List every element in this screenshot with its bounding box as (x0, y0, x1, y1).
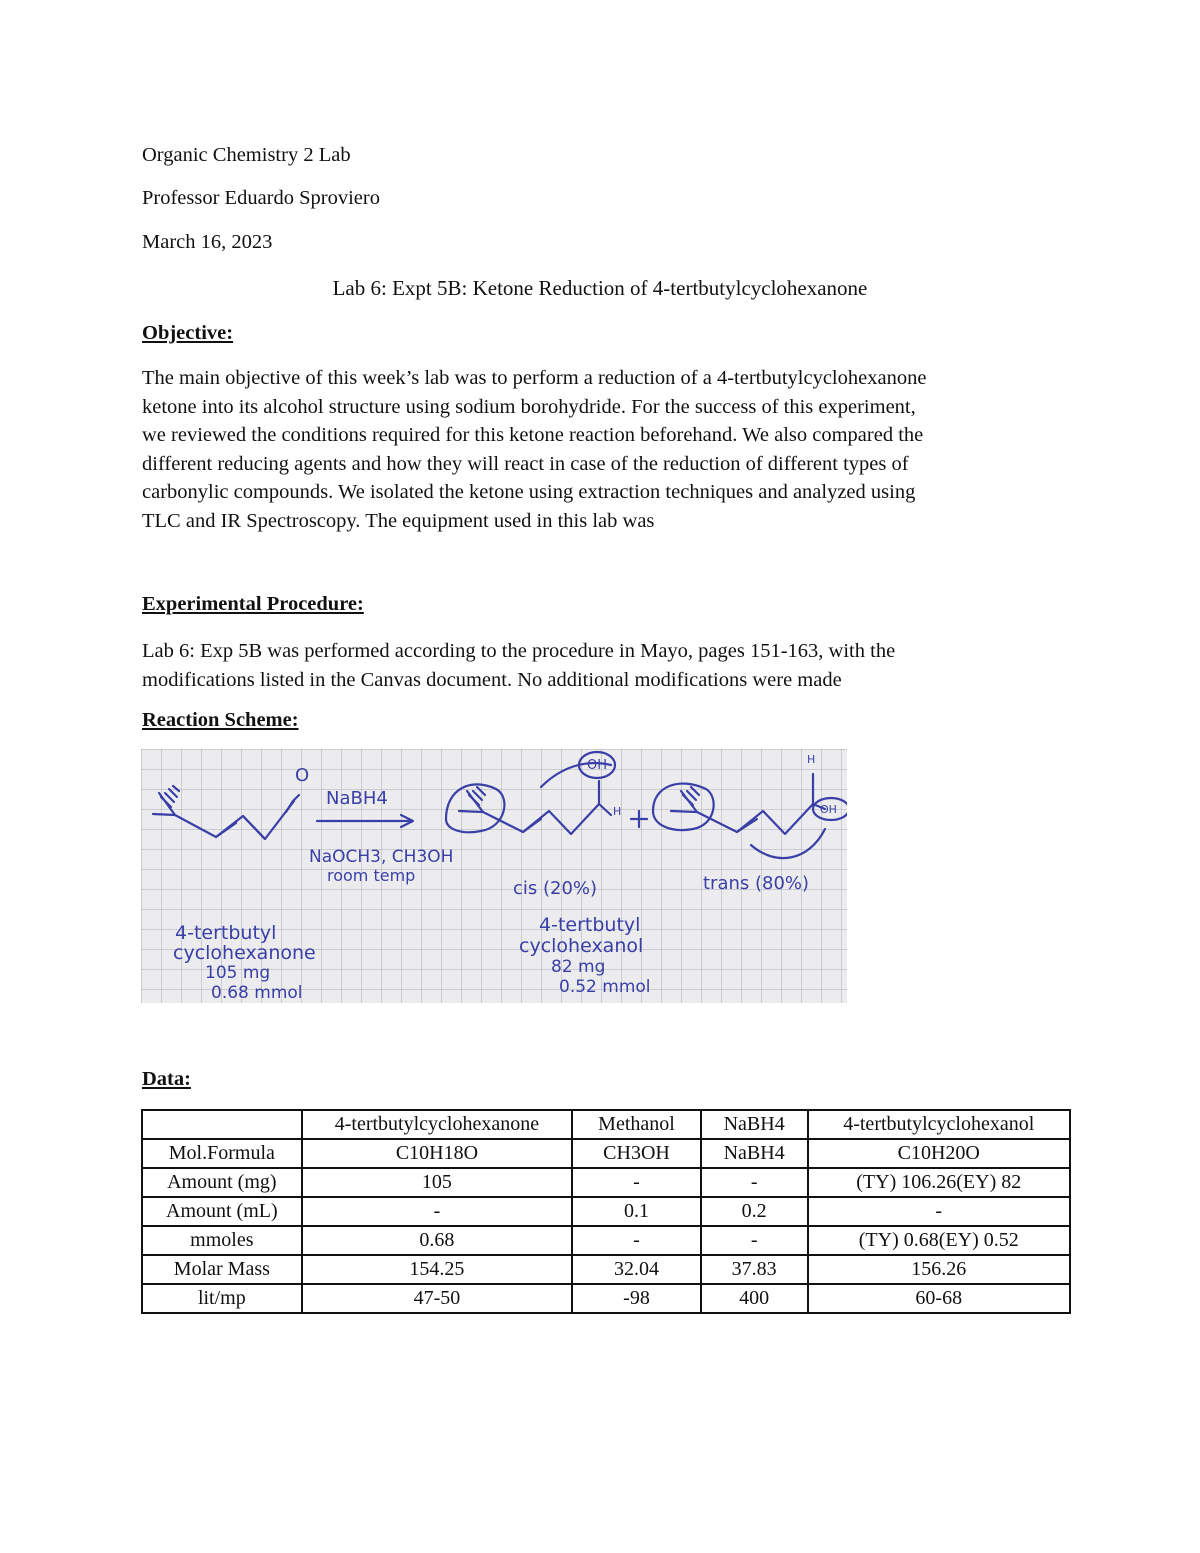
data-table (141, 1109, 1071, 1314)
table-cell: -98 (572, 1284, 701, 1313)
trans-ring-bond (737, 819, 757, 832)
table-cell: - (572, 1226, 701, 1255)
table-cell: CH3OH (572, 1139, 701, 1168)
procedure-heading: Experimental Procedure: (142, 593, 364, 615)
product-name-line1: 4-tertbutyl (539, 914, 641, 936)
procedure-paragraph (142, 637, 1062, 694)
plus-sign (631, 811, 647, 827)
table-row (142, 1284, 1070, 1313)
objective-heading: Objective: (142, 322, 234, 344)
table-cell: 60-68 (808, 1284, 1071, 1313)
trans-interaction-arc (751, 829, 825, 858)
table-header-row (142, 1110, 1070, 1139)
table-cell: - (701, 1168, 808, 1197)
row-label: lit/mp (142, 1284, 302, 1313)
row-label: Amount (mL) (142, 1197, 302, 1226)
table-header-cell (142, 1110, 302, 1139)
report-title: Lab 6: Expt 5B: Ketone Reduction of 4-tertbutylcyclohexanone (332, 276, 868, 300)
row-label: Molar Mass (142, 1255, 302, 1284)
table-cell: 0.68 (302, 1226, 573, 1255)
reaction-scheme-drawing (141, 749, 847, 1003)
sm-mmol: 0.68 mmol (211, 983, 303, 1003)
reagent-label: NaBH4 (326, 788, 388, 809)
table-header-cell: Methanol (572, 1110, 701, 1139)
table-row (142, 1168, 1070, 1197)
trans-tbutyl-circle (653, 784, 714, 830)
row-label: Amount (mg) (142, 1168, 302, 1197)
objective-line: The main objective of this week’s lab was to perform a reduction of a 4-tertbutylcyclohexanone (142, 367, 927, 389)
ketone-carbonyl-bond (286, 795, 299, 812)
table-cell: 154.25 (302, 1255, 573, 1284)
table-header-cell: 4-tertbutylcyclohexanone (302, 1110, 573, 1139)
cis-tbutyl-circle (446, 784, 504, 832)
ketone-ring-top (153, 801, 294, 839)
table-cell: - (572, 1168, 701, 1197)
table-cell: - (808, 1197, 1071, 1226)
objective-line: different reducing agents and how they will react in case of the reduction of different types of (142, 452, 909, 475)
table-row (142, 1139, 1070, 1168)
table-cell: 0.1 (572, 1197, 701, 1226)
cis-tbutyl-hash (469, 787, 485, 805)
cis-h-label: H (613, 805, 622, 818)
report-date: March 16, 2023 (142, 231, 273, 253)
table-cell-split (808, 1226, 1071, 1255)
table-cell: C10H18O (302, 1139, 573, 1168)
table-cell: 0.2 (701, 1197, 808, 1226)
table-header-cell: NaBH4 (701, 1110, 808, 1139)
objective-line: carbonylic compounds. We isolated the ketone using extraction techniques and analyzed using (142, 481, 916, 503)
table-row (142, 1197, 1070, 1226)
trans-tbutyl-hash (683, 787, 699, 805)
experimental-mmol: (EY) 0.52 (938, 1229, 1019, 1251)
conditions-temp: room temp (327, 866, 416, 885)
cis-label: cis (20%) (513, 878, 598, 899)
table-row (142, 1226, 1070, 1255)
sm-mass: 105 mg (205, 963, 271, 983)
objective-line: ketone into its alcohol structure using sodium borohydride. For the success of this experiment, (142, 395, 916, 418)
theoretical-yield: (TY) 106.26 (856, 1171, 957, 1193)
ketone-ring-bonds (216, 816, 265, 839)
objective-paragraph (142, 364, 1062, 535)
table-cell: 105 (302, 1168, 573, 1197)
scheme-heading: Reaction Scheme: (142, 709, 299, 731)
table-cell: 156.26 (808, 1255, 1071, 1284)
cis-ring-bond (523, 819, 541, 832)
objective-line: we reviewed the conditions required for this ketone reaction beforehand. We also compared the (142, 424, 924, 446)
theoretical-mmol: (TY) 0.68 (858, 1229, 939, 1251)
sm-name-line2: cyclohexanone (173, 942, 316, 964)
table-cell: - (302, 1197, 573, 1226)
product-name-line2: cyclohexanol (519, 935, 644, 957)
table-cell: - (701, 1226, 808, 1255)
trans-oh-label: OH (820, 803, 837, 816)
procedure-line: modifications listed in the Canvas document. No additional modifications were made (142, 668, 842, 691)
procedure-line: Lab 6: Exp 5B was performed according to the procedure in Mayo, pages 151-163, with the (142, 640, 896, 662)
course-name: Organic Chemistry 2 Lab (142, 144, 351, 166)
product-mass: 82 mg (551, 957, 606, 977)
table-cell: 400 (701, 1284, 808, 1313)
professor-name: Professor Eduardo Sproviero (142, 187, 380, 209)
conditions-solvent: NaOCH3, CH3OH (309, 847, 454, 867)
table-row (142, 1255, 1070, 1284)
table-cell: 37.83 (701, 1255, 808, 1284)
tbutyl-hash (161, 786, 179, 807)
reaction-scheme-photo (141, 749, 847, 1003)
data-heading: Data: (142, 1068, 191, 1090)
trans-h-label: H (807, 753, 816, 766)
experimental-yield: (EY) 82 (956, 1171, 1022, 1193)
cis-oh-label: OH (587, 758, 608, 773)
objective-line: TLC and IR Spectroscopy. The equipment used in this lab was (142, 509, 655, 532)
table-cell-split (808, 1168, 1071, 1197)
table-cell: 32.04 (572, 1255, 701, 1284)
sm-name-line1: 4-tertbutyl (175, 922, 277, 944)
table-cell: 47-50 (302, 1284, 573, 1313)
table-cell: NaBH4 (701, 1139, 808, 1168)
table-header-cell: 4-tertbutylcyclohexanol (808, 1110, 1071, 1139)
table-cell: C10H20O (808, 1139, 1071, 1168)
carbonyl-o-label: O (295, 765, 310, 786)
cis-ring-top (459, 804, 611, 834)
trans-label: trans (80%) (703, 873, 810, 894)
product-mmol: 0.52 mmol (559, 977, 651, 997)
row-label: Mol.Formula (142, 1139, 302, 1168)
row-label: mmoles (142, 1226, 302, 1255)
